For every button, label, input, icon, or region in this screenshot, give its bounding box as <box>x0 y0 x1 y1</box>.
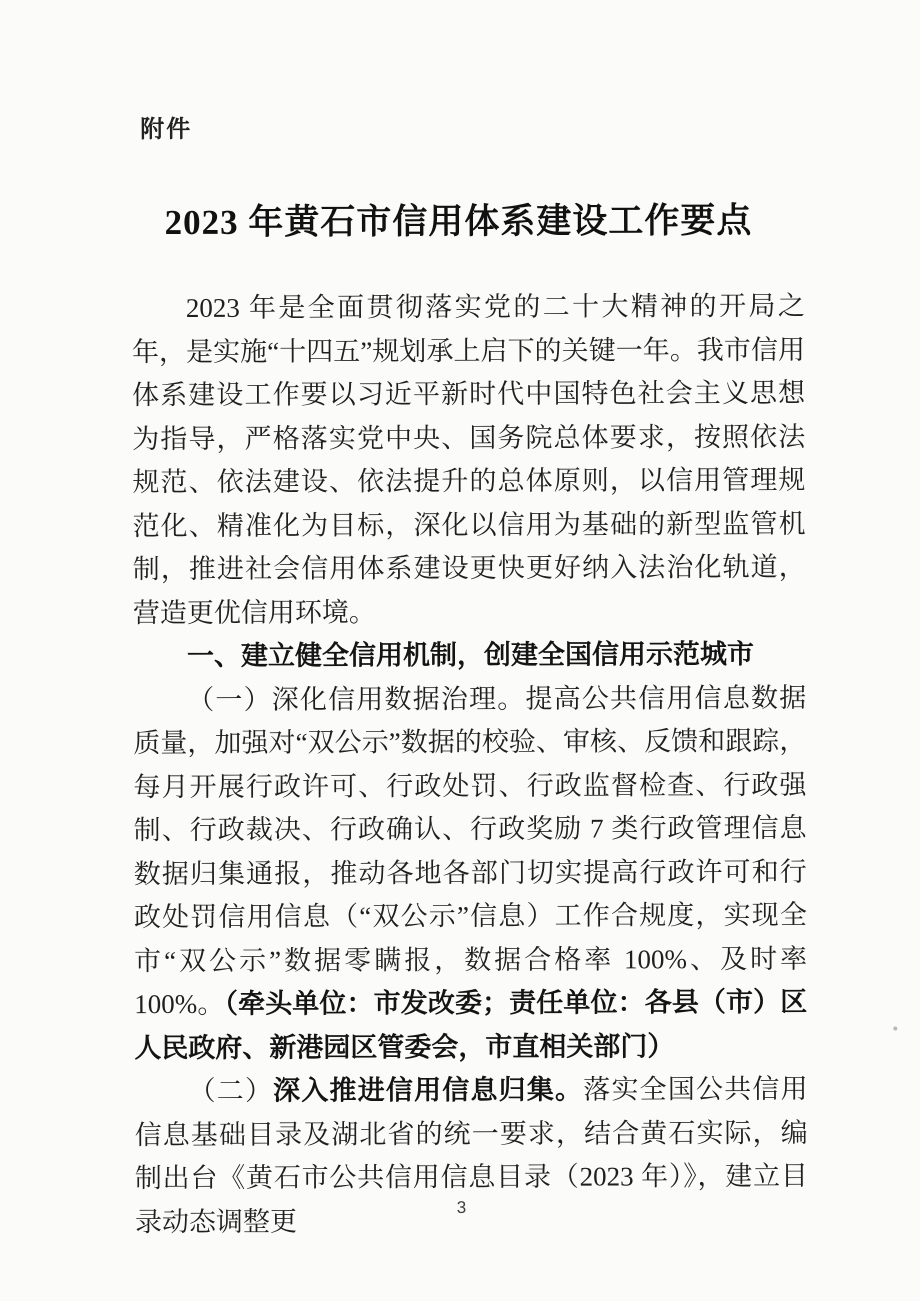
text-run: （一）深化信用数据治理。提高公共信用信息数据质量，加强对“双公示”数据的校验、审核、反馈和跟踪，每月开展行政许可、行政处罚、行政监督检查、行政强制、行政裁决、行政确认、行政奖励 7 类行政管理信息数据归集通报，推动各地各部门切实提高行政许可和行政处罚信用信息（“双公示”信息）工作合规度，实现全市“双公示”数据零瞒报，数据合格率 100%、及时率 100%。 <box>133 682 808 1020</box>
paragraph <box>132 285 806 635</box>
text-run: 落实全国公共信用信息基础目录及湖北省的统一要求，结合黄石实际，编制出台《黄石市公共信用信息目录（2023 年）》，建立目录动态调整更 <box>134 1073 808 1237</box>
text-run: （二） <box>188 1075 274 1106</box>
attachment-label: 附件 <box>140 115 193 144</box>
text-run: 深入推进信用信息归集。 <box>273 1074 584 1106</box>
text-run: 一、建立健全信用机制，创建全国信用示范城市 <box>186 638 755 671</box>
document-body <box>132 285 808 1244</box>
paragraph <box>133 676 807 1070</box>
text-run: 2023 年是全面贯彻落实党的二十大精神的开局之年，是实施“十四五”规划承上启下的关键一年。我市信用体系建设工作要以习近平新时代中国特色社会主义思想为指导，严格落实党中央、国务院总体要求，按照依法规范、依法建设、依法提升的总体原则，以信用管理规范化、精准化为目标，深化以信用为基础的新型监管机制，推进社会信用体系建设更快更好纳入法治化轨道，营造更优信用环境。 <box>131 290 806 628</box>
text-run: （牵头单位：市发改委；责任单位：各县（市）区人民政府、新港园区管委会，市直相关部门） <box>134 986 808 1063</box>
section-heading <box>133 633 806 679</box>
document-title: 2023 年黄石市信用体系建设工作要点 <box>164 200 753 243</box>
page-number: 3 <box>456 1197 468 1218</box>
scan-artifact-dot <box>893 1026 897 1030</box>
